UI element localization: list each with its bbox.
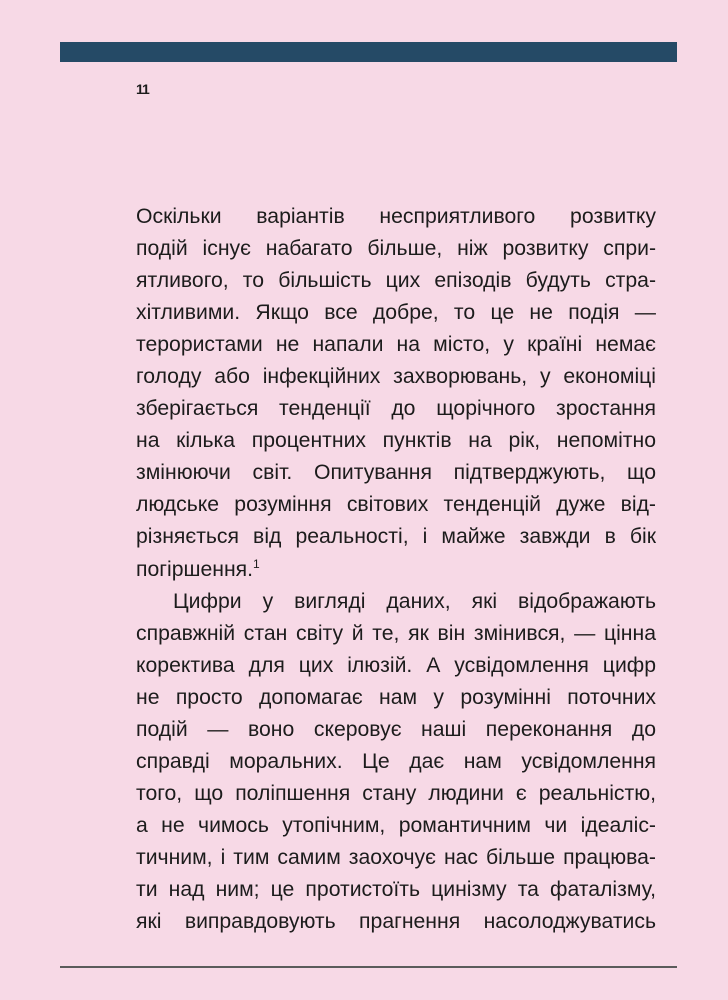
text-line: терористами не напали на місто, у країні немає [136, 333, 656, 357]
text-line: різняється від реальності, і майже завжди в бік [136, 525, 656, 549]
text-line: подій — воно скеровує наші переконання до [136, 717, 656, 741]
body-text [136, 201, 656, 938]
text-line: а не чимось утопічним, романтичним чи ідеаліс- [136, 813, 656, 837]
text-line: Цифри у вигляді даних, які відображають [173, 589, 656, 613]
bottom-rule [60, 966, 677, 968]
text-line: голоду або інфекційних захворювань, у економіці [136, 365, 656, 389]
paragraph-2 [136, 586, 656, 939]
text-line: ятливого, то більшість цих епізодів будуть стра- [136, 269, 656, 293]
text-line: не просто допомагає нам у розумінні поточних [136, 685, 656, 709]
text-line: Оскільки варіантів несприятливого розвитку [136, 205, 656, 228]
top-header-bar [60, 42, 677, 62]
text-line: на кілька процентних пунктів на рік, непомітно [136, 429, 656, 453]
text-line: того, що поліпшення стану людини є реальністю, [136, 781, 656, 805]
text-line: зберігається тенденції до щорічного зростання [136, 397, 656, 421]
text-line: змінюючи світ. Опитування підтверджують, що [136, 461, 656, 485]
text-line: які виправдовують прагнення насолоджуватись [136, 910, 656, 934]
text-line: справді моральних. Це дає нам усвідомлення [136, 749, 656, 773]
text-line: справжній стан світу й те, як він змінився, — цінна [136, 621, 656, 645]
footnote-marker[interactable]: 1 [253, 556, 260, 571]
text-line-with-footnote [136, 554, 656, 586]
text-line: хітливими. Якщо все добре, то це не подія — [136, 301, 656, 325]
text-line: людське розуміння світових тенденцій дуже від- [136, 493, 656, 517]
text-line-content: погіршення. [136, 557, 254, 581]
text-line: ти над ним; це протистоїть цинізму та фаталізму, [136, 877, 656, 901]
paragraph-1 [136, 201, 656, 586]
text-line: коректива для цих ілюзій. А усвідомлення цифр [136, 653, 656, 677]
text-line: тичним, і тим самим заохочує нас більше працюва- [136, 845, 656, 869]
page-number: 11 [136, 81, 149, 97]
text-line: подій існує набагато більше, ніж розвитку спри- [136, 237, 656, 261]
